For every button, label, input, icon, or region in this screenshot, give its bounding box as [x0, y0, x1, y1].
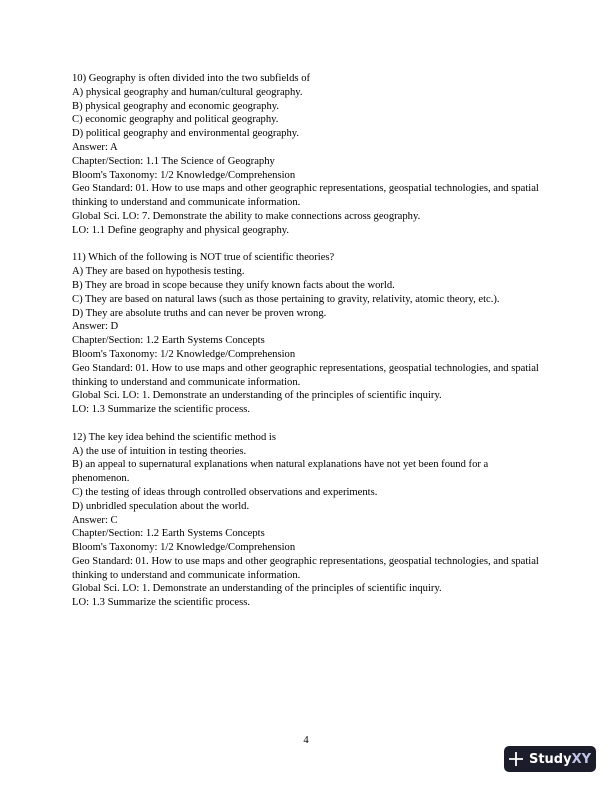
- global-sci-lo: Global Sci. LO: 1. Demonstrate an understanding of the principles of scientific inquiry.: [72, 583, 442, 595]
- question-stem: 10) Geography is often divided into the two subfields of: [72, 73, 311, 84]
- page-number: 4: [303, 735, 309, 746]
- learning-objective: LO: 1.3 Summarize the scientific process.: [72, 404, 250, 416]
- answer-option: D) political geography and environmental geography.: [72, 128, 300, 140]
- answer-option: D) unbridled speculation about the world.: [72, 500, 250, 512]
- answer-option: B) an appeal to supernatural explanations when natural explanations have not yet been found for a phenomenon.: [72, 459, 489, 485]
- geo-standard: Geo Standard: 01. How to use maps and other geographic representations, geospatial technologies, and spatial thinking to understand and communicate information.: [72, 183, 539, 209]
- chapter-section: Chapter/Section: 1.1 The Science of Geography: [72, 155, 275, 167]
- answer-key: Answer: C: [72, 514, 118, 526]
- answer-option: A) physical geography and human/cultural geography.: [72, 86, 303, 98]
- sparkle-plus-icon: [509, 752, 523, 766]
- answer-key: Answer: A: [72, 141, 118, 153]
- answer-option: B) They are broad in scope because they unify known facts about the world.: [72, 279, 395, 291]
- answer-option: C) They are based on natural laws (such as those pertaining to gravity, relativity, atomic theory, etc.).: [72, 293, 500, 305]
- answer-option: D) They are absolute truths and can never be proven wrong.: [72, 307, 327, 319]
- brand-name-xy: XY: [571, 751, 592, 767]
- blooms-taxonomy: Bloom's Taxonomy: 1/2 Knowledge/Comprehension: [72, 169, 296, 181]
- question-block: [72, 251, 544, 417]
- answer-option: A) They are based on hypothesis testing.: [72, 266, 245, 278]
- geo-standard: Geo Standard: 01. How to use maps and other geographic representations, geospatial technologies, and spatial thinking to understand and communicate information.: [72, 362, 539, 388]
- global-sci-lo: Global Sci. LO: 7. Demonstrate the ability to make connections across geography.: [72, 210, 421, 222]
- answer-option: C) the testing of ideas through controlled observations and experiments.: [72, 486, 378, 498]
- learning-objective: LO: 1.1 Define geography and physical geography.: [72, 224, 290, 236]
- answer-key: Answer: D: [72, 321, 119, 333]
- page-content: [72, 72, 544, 624]
- question-stem: 12) The key idea behind the scientific method is: [72, 431, 276, 443]
- answer-option: A) the use of intuition in testing theories.: [72, 445, 247, 457]
- answer-option: C) economic geography and political geography.: [72, 114, 279, 126]
- learning-objective: LO: 1.3 Summarize the scientific process.: [72, 597, 250, 609]
- brand-name-study: Study: [528, 751, 572, 767]
- blooms-taxonomy: Bloom's Taxonomy: 1/2 Knowledge/Comprehension: [72, 542, 296, 554]
- global-sci-lo: Global Sci. LO: 1. Demonstrate an understanding of the principles of scientific inquiry.: [72, 390, 442, 402]
- question-block: [72, 72, 544, 238]
- blooms-taxonomy: Bloom's Taxonomy: 1/2 Knowledge/Comprehension: [72, 348, 296, 360]
- answer-option: B) physical geography and economic geography.: [72, 100, 280, 112]
- question-stem: 11) Which of the following is NOT true of scientific theories?: [72, 252, 335, 264]
- chapter-section: Chapter/Section: 1.2 Earth Systems Concepts: [72, 335, 265, 347]
- question-block: [72, 431, 544, 610]
- chapter-section: Chapter/Section: 1.2 Earth Systems Concepts: [72, 528, 265, 540]
- geo-standard: Geo Standard: 01. How to use maps and other geographic representations, geospatial technologies, and spatial thinking to understand and communicate information.: [72, 555, 539, 581]
- studyxy-badge[interactable]: [504, 746, 596, 772]
